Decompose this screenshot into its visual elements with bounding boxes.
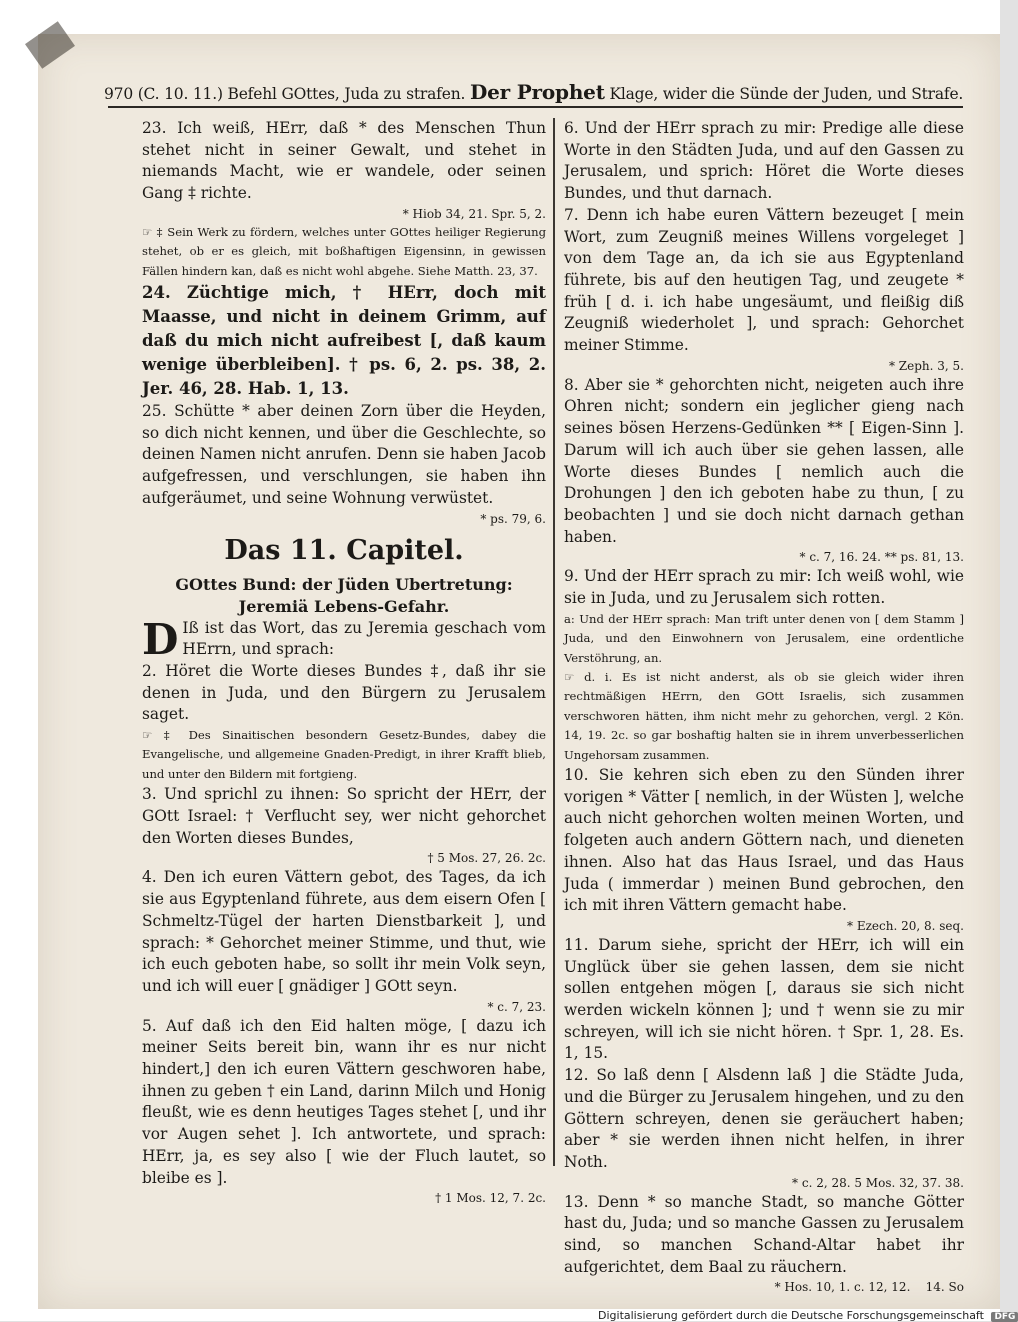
verse-3: 3. Und sprichl zu ihnen: So spricht der HErr, der GOtt Israel: † Verflucht sey, wer nicht gehorchet den Worten dieses Bundes, — [142, 785, 546, 847]
verse-13-reference: * Hos. 10, 1. c. 12, 12. — [774, 1280, 911, 1295]
verse-12: 12. So laß denn [ Alsdenn laß ] die Städte Juda, und die Bürger zu Jerusalem hingehen, und zu den Göttern schreyen, denen sie geräuchert haben; aber * sie werden ihnen nicht helfen, in ihrer Noth. — [564, 1066, 964, 1171]
verse-10: 10. Sie kehren sich eben zu den Sünden ihrer vorigen * Vätter [ nemlich, in der Wüsten ], welche auch nicht gehorchen wolten meinen Worten, und folgeten auch andern Göttern nach, und dieneten ihnen. Also hat das Haus Israel, und das Haus Juda ( immerdar ) meinen Bund gebrochen, den ich mit ihren Vättern gemacht habe. — [564, 766, 964, 915]
verse-1 — [142, 614, 546, 664]
verse-7: 7. Denn ich habe euren Vättern bezeuget [ mein Wort, zum Zeugniß meines Willens vorgeleget ] von dem Tage an, da ich sie aus Egyptenland führete, bis auf den heutigen Tag, und zeugete * früh [ d. i. ich habe ungesäumt, und fleißig diß Zeugniß wiederholet ], und sprach: Gehorchet meiner Stimme. — [564, 205, 964, 355]
verse-25-reference: * ps. 79, 6. — [480, 511, 546, 526]
footer-text: Digitalisierung gefördert durch die Deutsche Forschungsgemeinschaft — [598, 1309, 984, 1322]
verse-23-note: ☞ ‡ Sein Werk zu fördern, welches unter GOttes heiliger Regierung stehet, ob er es gleich, mit boßhaftigen Eigensinn, in gewissen Fällen hindern kan, daß es nicht wohl abgehe. Siehe Matth. 23, 37. — [142, 224, 546, 278]
header-subtitle: Klage, wider die Sünde der Juden, und Strafe. — [609, 85, 964, 103]
verse-6: 6. Und der HErr sprach zu mir: Predige alle diese Worte in den Städten Juda, und auf den Gassen zu Jerusalem, und sprich: Höret die Worte dieses Bundes, und thut darnach. — [564, 119, 964, 203]
dfg-logo-icon: DFG — [991, 1312, 1018, 1322]
verse-24: 24. Züchtige mich, † HErr, doch mit Maasse, und nicht in deinem Grimm, auf daß du mich nicht aufreibest [, daß kaum wenige überbleiben]. † ps. 6, 2. ps. 38, 2. Jer. 46, 28. Hab. 1, 13. — [142, 283, 546, 399]
header-rule — [108, 106, 963, 108]
verse-8: 8. Aber sie * gehorchten nicht, neigeten auch ihre Ohren nicht; sondern ein jeglicher gieng nach seines bösen Herzens-Gedünken ** [ Eigen-Sinn ]. Darum will ich auch über sie gehen lassen, alle Worte dieses Bundes [ nemlich auch die Drohungen ] den ich geboten habe zu thun, [ zu beobachten ] und sie doch nicht darnach gethan haben. — [564, 375, 964, 546]
verse-4-reference: * c. 7, 23. — [487, 999, 546, 1014]
header-title: Der Prophet — [469, 80, 605, 104]
header-page-ref: 970 (C. 10. 11.) Befehl GOttes, Juda zu strafen. — [104, 85, 466, 103]
verse-11: 11. Darum siehe, spricht der HErr, ich will ein Unglück über sie gehen lassen, dem sie nicht sollen entgehen mögen [, daraus sie sich nicht werden wickeln können ]; und † wenn sie zu mir schreyen, will ich sie nicht hören. † Spr. 1, 28. Es. 1, 15. — [564, 935, 964, 1063]
verse-13-reference-and-catchword — [564, 1278, 964, 1296]
verse-4: 4. Den ich euren Vättern gebot, des Tages, da ich sie aus Egyptenland führete, aus dem eisern Ofen [ Schmeltz-Tügel der harten Dienstbarkeit ], und sprach: * Gehorchet meiner Stimme, und thut, wie ich euch geboten habe, so sollt ihr mein Volk seyn, und ich will euer [ gnädiger ] GOtt seyn. — [142, 868, 546, 995]
verse-9: 9. Und der HErr sprach zu mir: Ich weiß wohl, wie sie in Juda, und zu Jerusalem sich rotten. — [564, 567, 964, 608]
verse-9-note-a: a: Und der HErr sprach: Man trift unter denen von [ dem Stamm ] Juda, und den Einwohnern von Jerusalem, eine ordentliche Verstöhrung, an. — [564, 611, 964, 665]
verse-12-reference: * c. 2, 28. 5 Mos. 32, 37. 38. — [792, 1175, 964, 1190]
verse-5: 5. Auf daß ich den Eid halten möge, [ dazu ich meiner Seits bereit bin, wann ihr es nur nicht hindert,] den ich euren Vättern geschworen habe, ihnen zu geben † ein Land, darinn Milch und Honig fleußt, wie es denn heutiges Tages stehet [, und ihr vor Augen sehet ]. Ich antwortete, und sprach: HErr, ja, es sey also [ wie der Fluch lautet, so bleibe es ]. — [142, 1016, 546, 1187]
verse-3-reference: † 5 Mos. 27, 26. 2c. — [427, 851, 546, 866]
verse-1-text: Iß ist das Wort, das zu Jeremia geschach vom HErrn, und sprach: — [182, 618, 546, 659]
drop-cap: D — [142, 614, 179, 664]
left-column — [142, 118, 546, 1207]
chapter-heading: Das 11. Capitel. — [224, 534, 464, 566]
verse-5-reference: † 1 Mos. 12, 7. 2c. — [435, 1191, 546, 1206]
chapter-summary: GOttes Bund: der Jüden Ubertretung: Jeremiä Lebens-Gefahr. — [175, 574, 513, 616]
verse-23-reference: * Hiob 34, 21. Spr. 5, 2. — [402, 206, 546, 221]
catchword: 14. So — [925, 1280, 964, 1295]
verse-9-note-b: ☞ d. i. Es ist nicht anderst, als ob sie gleich wider ihren rechtmäßigen HErrn, den GOtt Israelis, sich zusammen verschworen hätten, ihm nicht mehr zu gehorchen, vergl. 2 Kön. 14, 19. 2c. so gar boshaftig halten sie in ihrem unverbesserlichen Ungehorsam zusammen. — [564, 669, 964, 762]
running-header — [104, 80, 964, 104]
verse-13: 13. Denn * so manche Stadt, so manche Götter hast du, Juda; und so manche Gassen zu Jerusalem sind, so manchen Schand-Altar habet ihr aufgerichtet, dem Baal zu räuchern. — [564, 1192, 964, 1276]
verse-2: 2. Höret die Worte dieses Bundes ‡, daß ihr sie denen in Juda, und den Bürgern zu Jerusalem saget. — [142, 661, 546, 724]
verse-10-reference: * Ezech. 20, 8. seq. — [847, 918, 964, 933]
verse-2-note: ☞ ‡ Des Sinaitischen besondern Gesetz-Bundes, dabey die Evangelische, und allgemeine Gnaden-Predigt, in ihrer Krafft blieb, und unter den Bildern mit fortgieng. — [142, 728, 546, 781]
verse-8-reference: * c. 7, 16. 24. ** ps. 81, 13. — [799, 550, 964, 565]
verse-23: 23. Ich weiß, HErr, daß * des Menschen Thun stehet nicht in seiner Gewalt, und stehet in niemands Macht, wie er wandele, oder seinen Gang ‡ richte. — [142, 119, 546, 203]
column-divider — [553, 118, 555, 1166]
digitization-footer — [598, 1309, 1018, 1322]
verse-25: 25. Schütte * aber deinen Zorn über die Heyden, so dich nicht kennen, und über die Geschlechte, so deinen Namen nicht anrufen. Denn sie haben Jacob aufgefressen, und verschlungen, sie haben ihn aufgeräumet, und seine Wohnung verwüstet. — [142, 402, 546, 507]
right-column — [564, 118, 964, 1296]
verse-7-reference: * Zeph. 3, 5. — [888, 358, 964, 373]
